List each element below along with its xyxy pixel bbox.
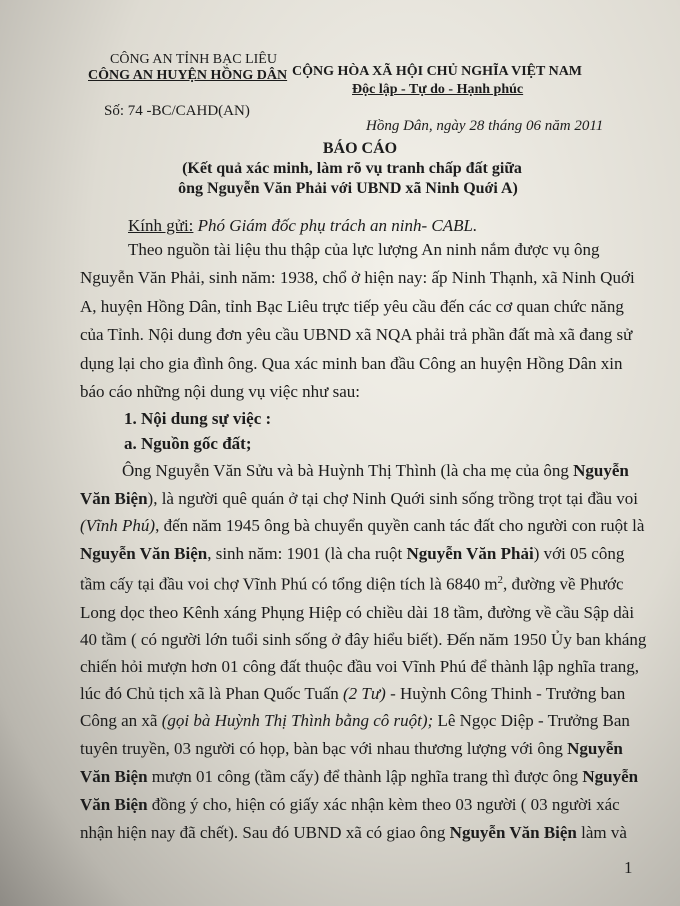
section-heading-1a: a. Nguồn gốc đất; (124, 434, 252, 453)
country-name: CỘNG HÒA XÃ HỘI CHỦ NGHĨA VIỆT NAM (292, 64, 583, 79)
intro-line-6: báo cáo những nội dung vụ việc như sau: (80, 382, 360, 401)
body-line-12: Văn Biện mượn 01 công (tầm cấy) để thành lập nghĩa trang thì được ông Nguyễn (80, 767, 639, 786)
recipient-label: Kính gửi: (128, 216, 194, 235)
document-subtitle-1: (Kết quả xác minh, làm rõ vụ tranh chấp đất giữa (182, 160, 522, 177)
body-line-9: lúc đó Chủ tịch xã là Phan Quốc Tuấn (2 Tư) - Huỳnh Công Thinh - Trưởng ban (80, 684, 626, 703)
body-line-4: Nguyễn Văn Biện, sinh năm: 1901 (là cha ruột Nguyễn Văn Phải) với 05 công (80, 544, 625, 563)
place-date: Hồng Dân, ngày 28 tháng 06 năm 2011 (366, 118, 604, 134)
body-line-14: nhận hiện nay đã chết). Sau đó UBND xã có giao ông Nguyễn Văn Biện làm và (80, 823, 627, 842)
intro-line-3: A, huyện Hồng Dân, tỉnh Bạc Liêu trực tiếp yêu cầu đến các cơ quan chức năng (80, 297, 624, 316)
section-heading-1: 1. Nội dung sự việc : (124, 409, 272, 428)
body-line-5: tầm cấy tại đầu voi chợ Vĩnh Phú có tổng diện tích là 6840 $m^2$, đường về Phước (80, 574, 624, 594)
body-line-1: Ông Nguyễn Văn Sửu và bà Huỳnh Thị Thình (là cha mẹ của ông Nguyễn (122, 461, 629, 480)
body-line-6: Long dọc theo Kênh xáng Phụng Hiệp có chiều dài 18 tầm, đường về cầu Sập dài (80, 603, 635, 622)
recipient-line (128, 216, 680, 236)
body-line-10: Công an xã (gọi bà Huỳnh Thị Thình bằng cô ruột); Lê Ngọc Diệp - Trưởng Ban (80, 711, 630, 730)
body-line-7: 40 tầm ( có người lớn tuổi sinh sống ở đây hiểu biết). Đến năm 1950 Ủy ban kháng (80, 630, 647, 649)
body-line-13: Văn Biện đồng ý cho, hiện có giấy xác nhận kèm theo 03 người ( 03 người xác (80, 795, 620, 814)
intro-line-2: Nguyễn Văn Phải, sinh năm: 1938, chổ ở hiện nay: ấp Ninh Thạnh, xã Ninh Quới (80, 268, 635, 287)
document-subtitle-2: ông Nguyễn Văn Phải với UBND xã Ninh Quới A) (178, 180, 518, 197)
agency-sub: CÔNG AN HUYỆN HỒNG DÂN (88, 68, 288, 83)
body-line-11: tuyên truyền, 03 người có họp, bàn bạc với nhau thương lượng với ông Nguyễn (80, 739, 623, 758)
intro-line-4: của Tỉnh. Nội dung đơn yêu cầu UBND xã NQA phải trả phần đất mà xã đang sử (80, 325, 633, 344)
page-number: 1 (624, 858, 633, 877)
agency-top: CÔNG AN TỈNH BẠC LIÊU (110, 52, 277, 67)
recipient-name: Phó Giám đốc phụ trách an ninh- CABL. (197, 216, 478, 235)
body-line-3: (Vĩnh Phú), đến năm 1945 ông bà chuyển quyền canh tác đất cho người con ruột là (80, 516, 645, 535)
body-line-2: Văn Biện), là người quê quán ở tại chợ Ninh Quới sinh sống trồng trọt tại đầu voi (80, 489, 638, 508)
body-line-8: chiến hỏi mượn hơn 01 công đất thuộc đầu voi Vĩnh Phú để thành lập nghĩa trang, (80, 657, 639, 676)
document-title: BÁO CÁO (322, 140, 398, 157)
document-number: Số: 74 -BC/CAHD(AN) (104, 103, 250, 119)
national-motto: Độc lập - Tự do - Hạnh phúc (352, 82, 524, 97)
intro-line-5: dụng lại cho gia đình ông. Qua xác minh ban đầu Công an huyện Hồng Dân xin (80, 354, 623, 373)
intro-line-1: Theo nguồn tài liệu thu thập của lực lượng An ninh nắm được vụ ông (128, 240, 600, 259)
